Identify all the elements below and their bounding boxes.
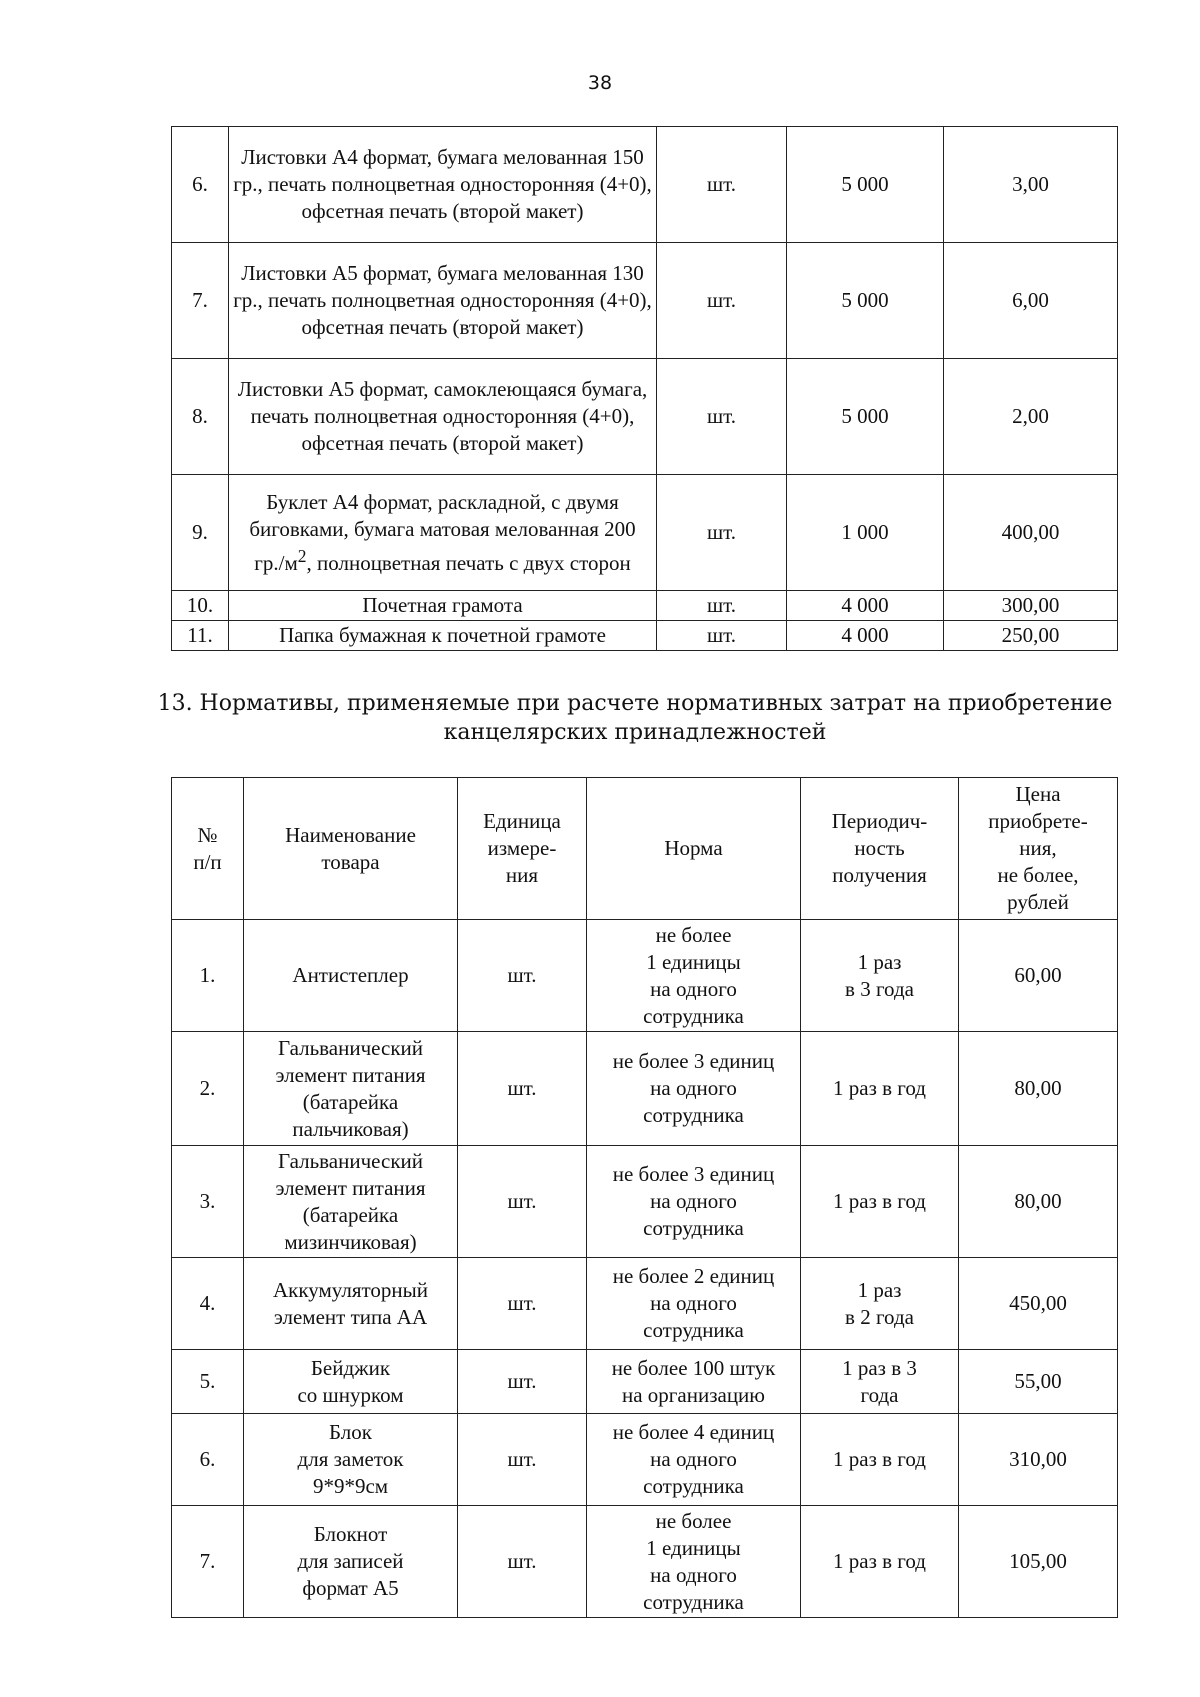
norm <box>587 1506 801 1618</box>
price: 400,00 <box>944 475 1118 591</box>
header-product-name <box>244 778 458 920</box>
product-name <box>244 1146 458 1258</box>
norm <box>587 1350 801 1414</box>
norm <box>587 1258 801 1350</box>
norm-line: не более <box>655 922 732 947</box>
unit: шт. <box>458 1146 587 1258</box>
norm <box>587 1146 801 1258</box>
quantity: 1 000 <box>787 475 944 591</box>
product-name-line: Блокнот <box>313 1522 388 1546</box>
price: 6,00 <box>944 243 1118 359</box>
unit: шт. <box>458 1350 587 1414</box>
row-number: 9. <box>172 475 229 591</box>
period <box>801 1032 959 1146</box>
product-name-line: Гальванический <box>277 1035 424 1060</box>
norm-line: на одного <box>650 1291 737 1315</box>
product-name-line: (батарейка <box>302 1202 399 1227</box>
product-name: Почетная грамота <box>229 591 657 621</box>
product-name-line: мизинчиковая) <box>284 1229 417 1254</box>
price: 3,00 <box>944 127 1118 243</box>
price: 80,00 <box>959 1146 1118 1258</box>
table-row <box>172 1506 1118 1618</box>
product-name <box>244 920 458 1032</box>
product-name-line: формат А5 <box>302 1576 399 1600</box>
row-number: 2. <box>172 1032 244 1146</box>
product-name-line: для заметок <box>297 1447 404 1471</box>
period-line: 1 раз в год <box>833 1549 926 1573</box>
norm-line: не более 3 единиц <box>612 1049 775 1073</box>
unit: шт. <box>458 920 587 1032</box>
product-name-line: 9*9*9см <box>312 1474 389 1498</box>
norm-line: сотрудника <box>643 1474 744 1498</box>
product-name <box>244 1414 458 1506</box>
norm-line: не более <box>655 1508 732 1533</box>
product-name-line: элемент типа АА <box>273 1304 428 1329</box>
table-row <box>172 359 1118 475</box>
norm-line: на одного <box>650 1189 737 1213</box>
unit: шт. <box>657 243 787 359</box>
quantity: 5 000 <box>787 359 944 475</box>
product-name-line: Бейджик <box>310 1355 391 1380</box>
page-number: 38 <box>587 72 613 94</box>
norm <box>587 920 801 1032</box>
norm-line: не более 2 единиц <box>612 1264 775 1288</box>
norm-line: на одного <box>650 976 737 1001</box>
norm-line: 1 единицы <box>646 1535 741 1560</box>
norm-line: сотрудника <box>643 1318 744 1342</box>
stationery-norms-table <box>171 777 1118 1618</box>
period-line: 1 раз <box>857 949 902 974</box>
table-row <box>172 475 1118 591</box>
product-name <box>244 1506 458 1618</box>
row-number: 8. <box>172 359 229 475</box>
header-text: Норма <box>664 836 723 860</box>
header-number <box>172 778 244 920</box>
header-text: ния, <box>1019 836 1057 860</box>
quantity: 5 000 <box>787 127 944 243</box>
unit: шт. <box>458 1032 587 1146</box>
period <box>801 920 959 1032</box>
product-name-part: , полноцветная печать с двух сторон <box>306 550 631 575</box>
product-name <box>244 1350 458 1414</box>
product-name: Листовки А4 формат, бумага мелованная 150 гр., печать полноцветная односторонняя (4+0), офсетная печать (второй макет) <box>229 127 657 243</box>
table-row <box>172 1350 1118 1414</box>
row-number: 10. <box>172 591 229 621</box>
header-text: Наименование <box>285 822 416 847</box>
section-title-line: канцелярских принадлежностей <box>443 720 827 745</box>
table-row <box>172 920 1118 1032</box>
table-row <box>172 243 1118 359</box>
header-text: п/п <box>193 849 222 874</box>
price: 450,00 <box>959 1258 1118 1350</box>
printing-products-table <box>171 126 1118 651</box>
period-line: в 3 года <box>845 976 914 1001</box>
product-name: Листовки А5 формат, бумага мелованная 130 гр., печать полноцветная односторонняя (4+0), офсетная печать (второй макет) <box>229 243 657 359</box>
norm-line: сотрудника <box>643 1003 744 1028</box>
unit: шт. <box>458 1506 587 1618</box>
norm-line: на одного <box>650 1562 737 1587</box>
section-title <box>150 689 1120 747</box>
header-text: Цена <box>1015 782 1061 806</box>
table-row <box>172 1258 1118 1350</box>
row-number: 6. <box>172 1414 244 1506</box>
header-text: № <box>197 822 218 847</box>
norm-line: не более 4 единиц <box>612 1420 775 1444</box>
product-name-line: (батарейка <box>302 1089 399 1114</box>
header-text: ность <box>854 836 905 860</box>
norm-line: на одного <box>650 1447 737 1471</box>
row-number: 7. <box>172 1506 244 1618</box>
unit: шт. <box>458 1414 587 1506</box>
product-name-line: элемент питания <box>275 1062 426 1087</box>
period <box>801 1414 959 1506</box>
norm <box>587 1414 801 1506</box>
period <box>801 1506 959 1618</box>
header-text: Периодич- <box>831 809 928 833</box>
header-norm <box>587 778 801 920</box>
norm-line: на одного <box>650 1076 737 1100</box>
period-line: 1 раз в год <box>833 1447 926 1471</box>
row-number: 7. <box>172 243 229 359</box>
product-name <box>244 1258 458 1350</box>
table-row <box>172 127 1118 243</box>
period-line: 1 раз в 3 <box>842 1355 917 1380</box>
header-text: Единица <box>483 809 561 833</box>
unit: шт. <box>657 591 787 621</box>
price: 2,00 <box>944 359 1118 475</box>
norm-line: сотрудника <box>643 1103 744 1127</box>
product-name-line: со шнурком <box>297 1382 404 1407</box>
header-text: приобрете- <box>988 809 1088 833</box>
header-text: не более, <box>997 863 1079 887</box>
header-period <box>801 778 959 920</box>
unit: шт. <box>657 621 787 651</box>
header-text: получения <box>832 863 927 887</box>
product-name-line: элемент питания <box>275 1175 426 1200</box>
table-row <box>172 1032 1118 1146</box>
table-header-row <box>172 778 1118 920</box>
price: 105,00 <box>959 1506 1118 1618</box>
price: 55,00 <box>959 1350 1118 1414</box>
price: 310,00 <box>959 1414 1118 1506</box>
norm-line: сотрудника <box>643 1589 744 1614</box>
price: 60,00 <box>959 920 1118 1032</box>
price: 250,00 <box>944 621 1118 651</box>
product-name <box>244 1032 458 1146</box>
norm-line: 1 единицы <box>646 949 741 974</box>
unit: шт. <box>657 475 787 591</box>
product-name-part: Буклет А4 формат, раскладной, с двумя биговками, бумага матовая мелованная 200 гр./м <box>249 489 636 575</box>
product-name-line: для записей <box>297 1549 404 1573</box>
period-line: 1 раз в год <box>833 1076 926 1100</box>
norm-line: не более 100 штук <box>611 1355 776 1380</box>
header-text: измере- <box>487 836 557 860</box>
period <box>801 1258 959 1350</box>
table-row <box>172 591 1118 621</box>
row-number: 11. <box>172 621 229 651</box>
period-line: в 2 года <box>845 1304 914 1329</box>
period-line: 1 раз в год <box>833 1189 926 1213</box>
norm-line: сотрудника <box>643 1216 744 1240</box>
unit: шт. <box>657 359 787 475</box>
row-number: 4. <box>172 1258 244 1350</box>
row-number: 1. <box>172 920 244 1032</box>
period <box>801 1146 959 1258</box>
product-name-line: пальчиковая) <box>292 1116 409 1141</box>
norm-line: не более 3 единиц <box>612 1162 775 1186</box>
product-name-line: Аккумуляторный <box>273 1277 428 1302</box>
header-text: рублей <box>1007 890 1069 914</box>
period-line: 1 раз <box>857 1277 902 1302</box>
product-name <box>229 475 657 591</box>
table-row <box>172 1414 1118 1506</box>
table-row <box>172 621 1118 651</box>
unit: шт. <box>657 127 787 243</box>
header-text: ния <box>505 863 539 887</box>
header-price <box>959 778 1118 920</box>
unit: шт. <box>458 1258 587 1350</box>
quantity: 4 000 <box>787 591 944 621</box>
quantity: 5 000 <box>787 243 944 359</box>
norm-line: на организацию <box>621 1382 765 1407</box>
header-unit <box>458 778 587 920</box>
price: 300,00 <box>944 591 1118 621</box>
product-name-line: Блок <box>329 1420 372 1444</box>
table-row <box>172 1146 1118 1258</box>
period <box>801 1350 959 1414</box>
product-name: Папка бумажная к почетной грамоте <box>229 621 657 651</box>
row-number: 3. <box>172 1146 244 1258</box>
product-name-line: Гальванический <box>277 1148 424 1173</box>
row-number: 5. <box>172 1350 244 1414</box>
quantity: 4 000 <box>787 621 944 651</box>
product-name-line: Антистеплер <box>292 963 409 987</box>
superscript: 2 <box>297 545 307 566</box>
row-number: 6. <box>172 127 229 243</box>
period-line: года <box>860 1382 899 1407</box>
price: 80,00 <box>959 1032 1118 1146</box>
section-title-line: 13. Нормативы, применяемые при расчете нормативных затрат на приобретение <box>157 691 1113 716</box>
product-name: Листовки А5 формат, самоклеющаяся бумага, печать полноцветная односторонняя (4+0), офсетная печать (второй макет) <box>229 359 657 475</box>
norm <box>587 1032 801 1146</box>
header-text: товара <box>321 849 380 874</box>
